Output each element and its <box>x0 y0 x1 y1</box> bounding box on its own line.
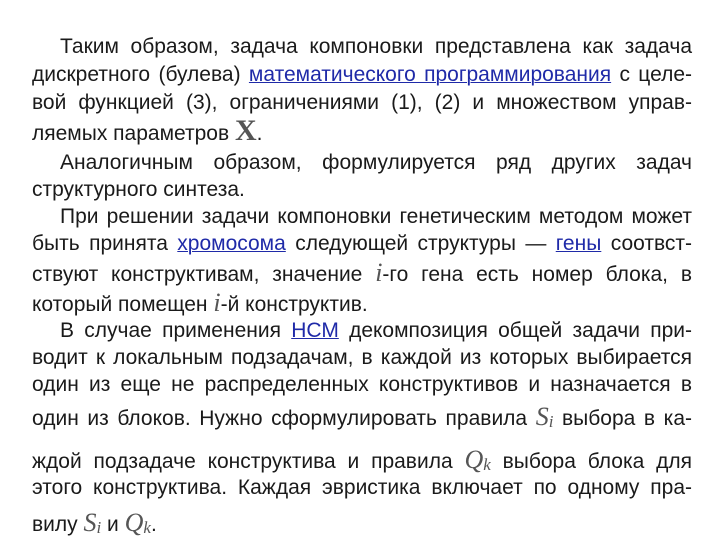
math-symbol-i: i <box>213 288 221 317</box>
link-chromosome[interactable]: хромосома <box>177 232 286 255</box>
text-line: этого конструктива. Каждая эвристика включает по одному пра- <box>32 476 692 499</box>
text-line: который помещен i-й конструктив. <box>32 288 368 317</box>
math-symbol-s-i: Si <box>535 402 554 431</box>
text-line: один из еще не распределенных конструктивов и назначается в <box>32 373 692 396</box>
link-nsm[interactable]: НСМ <box>291 319 339 342</box>
text-line: вилу Si и Qk. <box>32 508 157 537</box>
link-genes[interactable]: гены <box>555 232 602 255</box>
text-line: дискретного (булева) математического программирования с целе- <box>32 63 692 86</box>
text-line: один из блоков. Нужно сформулировать правила Si выбора в ка- <box>32 402 692 431</box>
text-line: Таким образом, задача компоновки представлена как задача <box>60 35 692 58</box>
text-line: ляемых параметров X. <box>32 114 263 147</box>
text-line: В случае применения НСМ декомпозиция общей задачи при- <box>60 319 693 342</box>
text-line: При решении задачи компоновки генетическим методом может <box>60 205 692 228</box>
math-symbol-q-k: Qk <box>464 445 491 474</box>
link-math-programming[interactable]: математического программирования <box>248 63 612 86</box>
text-line: вой функцией (3), ограничениями (1), (2) и множеством управ- <box>32 91 692 114</box>
math-symbol-s-i: Si <box>83 508 102 537</box>
math-symbol-x: X <box>234 114 257 147</box>
text-line: водит к локальным подзадачам, в каждой из которых выбирается <box>32 346 692 369</box>
text-line: быть принята хромосома следующей структуры — гены соотвст- <box>32 232 692 255</box>
text-line: структурного синтеза. <box>32 178 245 201</box>
text-line: ждой подзадаче конструктива и правила Qk выбора блока для <box>32 445 693 474</box>
math-symbol-q-k: Qk <box>124 508 151 537</box>
text-line: Аналогичным образом, формулируется ряд других задач <box>60 151 692 174</box>
text-line: ствуют конструктивам, значение i-го гена есть номер блока, в <box>32 258 692 287</box>
math-symbol-i: i <box>375 258 383 287</box>
